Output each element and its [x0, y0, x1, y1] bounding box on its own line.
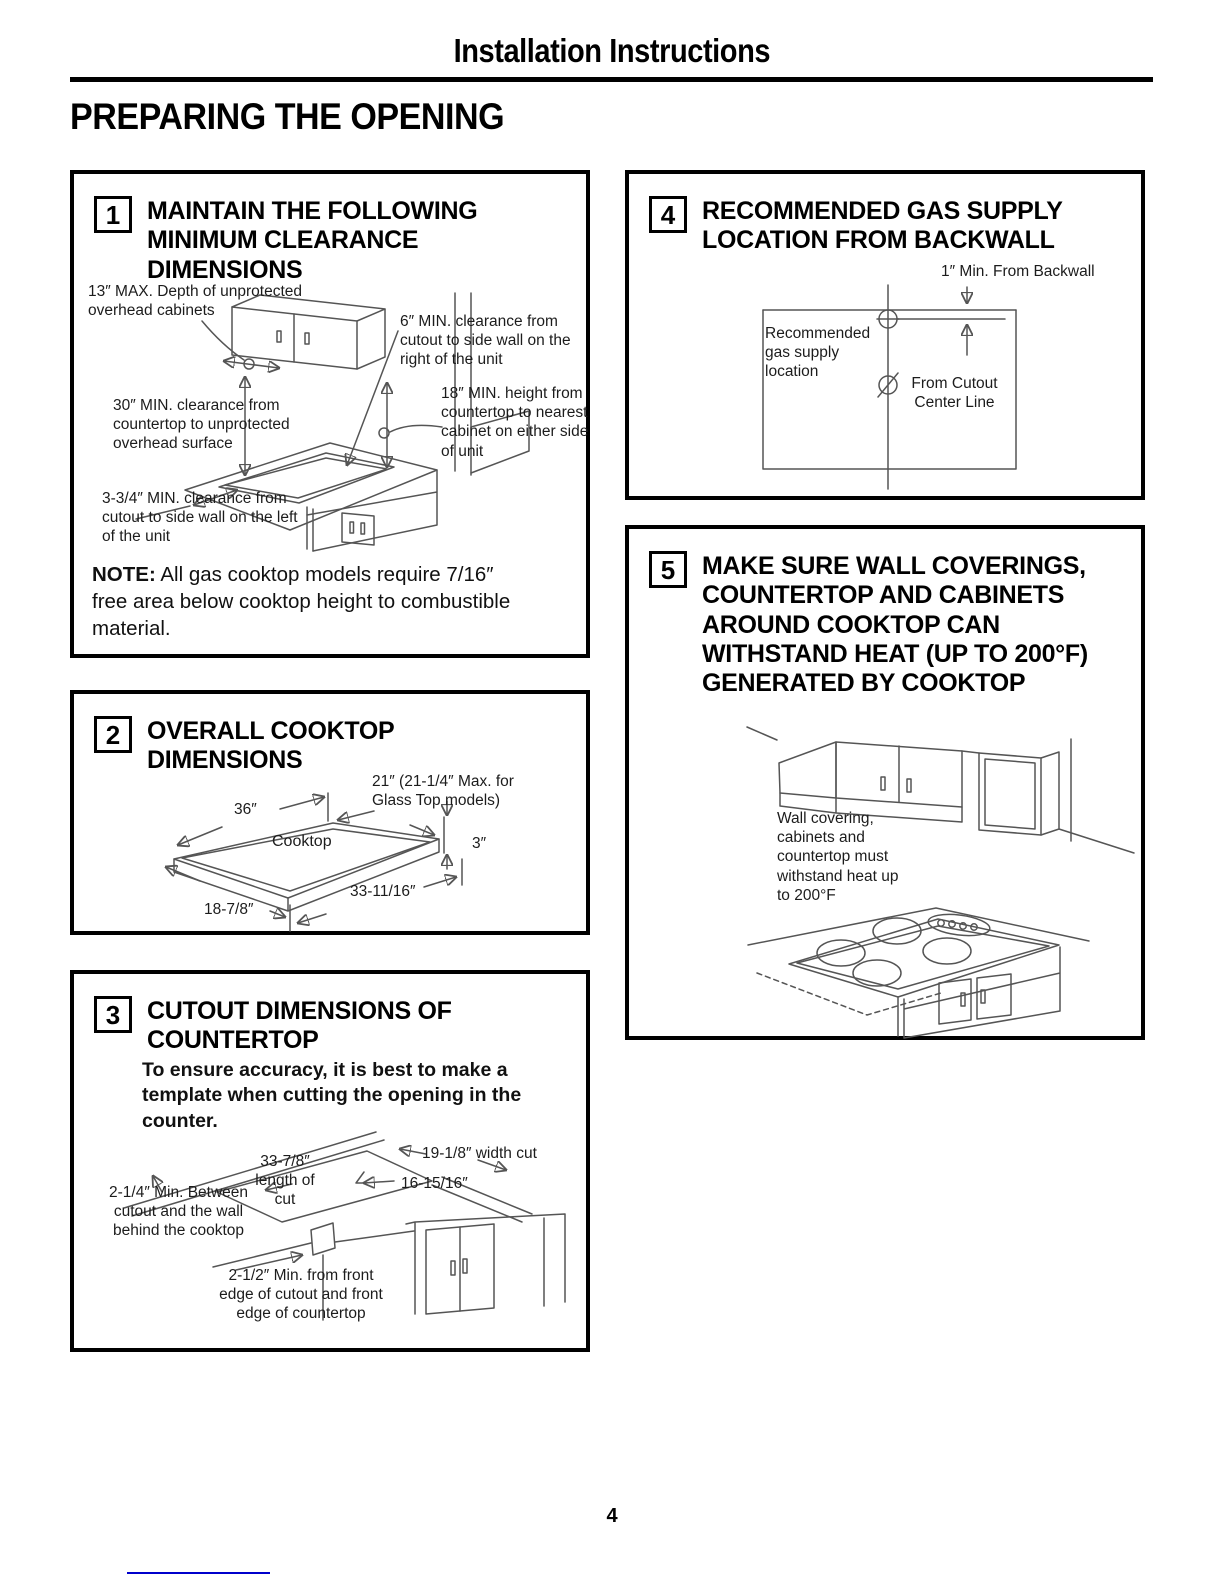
label-length-33: 33-11/16″: [350, 883, 416, 900]
section-1-note: [92, 561, 512, 642]
label-width-36: 36″: [234, 801, 257, 818]
label-inner-width: 16-15/16″: [401, 1175, 468, 1192]
page-number: 4: [606, 1505, 618, 1527]
label-height-3: 3″: [472, 835, 487, 852]
label-width-cut: 19-1/8″ width cut: [422, 1145, 537, 1162]
section-4-gas-supply: [625, 170, 1145, 500]
page-heading: PREPARING THE OPENING: [70, 96, 505, 137]
label-wall-covering: Wall covering, cabinets and countertop must withstand heat up to 200°F: [777, 810, 899, 904]
section-1-header: [94, 196, 545, 285]
section-3-cutout-dimensions: [70, 970, 590, 1352]
note-text: All gas cooktop models require 7/16″ free area below cooktop height to combustible material.: [92, 563, 511, 641]
section-3-intro: To ensure accuracy, it is best to make a template when cutting the opening in the counter.: [142, 1059, 522, 1132]
section-4-number-badge: 4: [649, 196, 687, 233]
title-rule: [70, 77, 1153, 82]
label-back-clearance: 2-1/4″ Min. Between cutout and the wall behind the cooktop: [108, 1184, 249, 1240]
label-overhead-clearance: 30″ MIN. clearance from countertop to unprotected overhead surface: [113, 397, 290, 453]
label-length-cut: 33-7/8″ length of cut: [255, 1153, 315, 1209]
section-3-header: [94, 996, 545, 1056]
section-5-number-badge: 5: [649, 551, 687, 588]
section-2-number-badge: 2: [94, 716, 132, 753]
label-center-line: From Cutout Center Line: [911, 375, 998, 412]
section-3-number-badge: 3: [94, 996, 132, 1033]
section-1-minimum-clearance: [70, 170, 590, 658]
document-title: Installation Instructions: [453, 32, 771, 69]
label-backwall: 1″ Min. From Backwall: [941, 263, 1095, 280]
label-left-clearance: 3-3/4″ MIN. clearance from cutout to side wall on the left of the unit: [102, 490, 298, 546]
section-1-title: MAINTAIN THE FOLLOWING MINIMUM CLEARANCE DIMENSIONS: [147, 197, 478, 284]
section-4-header: [649, 196, 1100, 256]
section-1-number-badge: 1: [94, 196, 132, 233]
label-max-depth: 13″ MAX. Depth of unprotected overhead cabinets: [88, 283, 303, 320]
section-5-header: [649, 551, 1100, 698]
label-cabinet-height: 18″ MIN. height from countertop to nearest cabinet on either side of unit: [441, 385, 589, 460]
label-gas-supply: Recommended gas supply location: [765, 325, 871, 381]
gas-supply-diagram: [629, 259, 1141, 491]
label-right-clearance: 6″ MIN. clearance from cutout to side wall on the right of the unit: [400, 313, 571, 369]
label-front-clearance: 2-1/2″ Min. from front edge of cutout and front edge of countertop: [219, 1267, 383, 1323]
note-label: NOTE:: [92, 563, 156, 586]
footer-link-underline: [127, 1572, 270, 1574]
label-depth-21: 21″ (21-1/4″ Max. for Glass Top models): [372, 773, 514, 810]
section-5-heat-warning: [625, 525, 1145, 1040]
label-cooktop: Cooktop: [272, 833, 332, 850]
section-3-title: CUTOUT DIMENSIONS OF COUNTERTOP: [147, 997, 452, 1055]
section-4-title: RECOMMENDED GAS SUPPLY LOCATION FROM BACKWALL: [702, 197, 1063, 255]
section-2-title: OVERALL COOKTOP DIMENSIONS: [147, 717, 394, 775]
section-2-overall-dimensions: [70, 690, 590, 935]
label-front-width: 18-7/8″: [204, 901, 254, 918]
section-5-title: MAKE SURE WALL COVERINGS, COUNTERTOP AND CABINETS AROUND COOKTOP CAN WITHSTAND HEAT (UP TO 200°F) GENERATED BY COOKTOP: [702, 552, 1088, 697]
